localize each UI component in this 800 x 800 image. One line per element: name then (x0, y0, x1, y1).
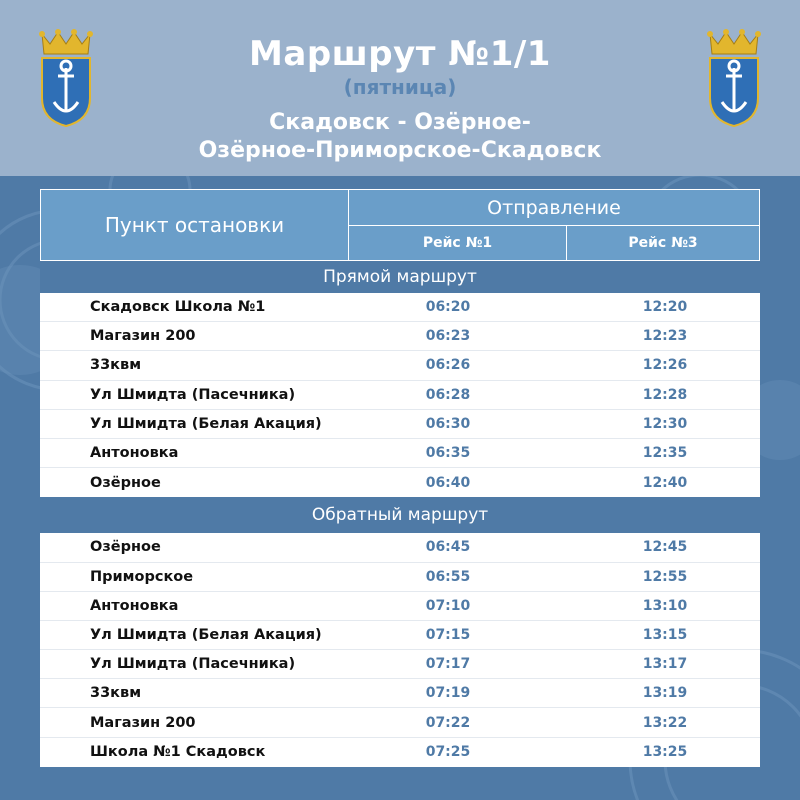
table-row (40, 410, 760, 439)
column-header-departure: Отправление (349, 190, 759, 226)
page-title: Маршрут №1/1 (249, 34, 551, 74)
table-row (40, 592, 760, 621)
trip-1-time: 06:30 (425, 415, 471, 432)
reverse-rows (40, 533, 760, 767)
column-header-trip-3: Рейс №3 (628, 235, 698, 251)
stop-name: 33квм (90, 357, 142, 374)
table-row (40, 439, 760, 468)
table-row (40, 293, 760, 322)
stop-name: Озёрное (90, 474, 161, 491)
table-header (40, 189, 760, 261)
stop-name: Скадовск Школа №1 (90, 299, 266, 316)
stop-name: Школа №1 Скадовск (90, 744, 266, 761)
trip-1-time: 06:40 (425, 474, 471, 491)
trip-1-time: 06:23 (425, 328, 471, 345)
trip-1-time: 07:22 (425, 714, 471, 731)
stop-name: Ул Шмидта (Белая Акация) (90, 415, 322, 432)
column-header-trip-1: Рейс №1 (349, 226, 567, 260)
table-row (40, 468, 760, 497)
stop-name: Приморское (90, 568, 194, 585)
table-row (40, 708, 760, 737)
trip-3-time: 13:17 (642, 656, 688, 673)
stop-name: Магазин 200 (90, 328, 196, 345)
column-header-stop: Пункт остановки (41, 190, 349, 260)
stop-name: Антоновка (90, 597, 179, 614)
table-row (40, 381, 760, 410)
trip-3-time: 12:20 (642, 299, 688, 316)
stop-name: Ул Шмидта (Пасечника) (90, 386, 296, 403)
trip-3-time: 13:15 (642, 626, 688, 643)
route-name-line-2: Озёрное-Приморское-Скадовск (198, 138, 602, 163)
stop-name: Озёрное (90, 539, 161, 556)
trip-1-time: 06:20 (425, 299, 471, 316)
section-header-reverse: Обратный маршрут (40, 497, 760, 533)
trip-1-time: 06:35 (425, 445, 471, 462)
trip-1-time: 06:45 (425, 539, 471, 556)
trip-1-time: 07:15 (425, 626, 471, 643)
trip-1-time: 07:17 (425, 656, 471, 673)
trip-3-time: 12:45 (642, 539, 688, 556)
stop-name: Ул Шмидта (Белая Акация) (90, 626, 322, 643)
table-row (40, 738, 760, 767)
trip-3-time: 13:22 (642, 714, 688, 731)
trip-3-time: 12:30 (642, 415, 688, 432)
stop-name: 33квм (90, 685, 142, 702)
table-row (40, 621, 760, 650)
table-row (40, 650, 760, 679)
trip-3-time: 12:55 (642, 568, 688, 585)
page-subtitle: (пятница) (343, 75, 457, 99)
trip-3-time: 12:40 (642, 474, 688, 491)
table-row (40, 322, 760, 351)
table-row (40, 351, 760, 380)
stop-name: Антоновка (90, 445, 179, 462)
trip-1-time: 06:55 (425, 568, 471, 585)
trip-1-time: 06:26 (425, 357, 471, 374)
trip-1-time: 07:10 (425, 597, 471, 614)
stop-name: Магазин 200 (90, 714, 196, 731)
trip-1-time: 07:25 (425, 744, 471, 761)
trip-3-time: 13:19 (642, 685, 688, 702)
table-row (40, 679, 760, 708)
trip-3-time: 12:35 (642, 445, 688, 462)
section-header-forward: Прямой маршрут (40, 261, 760, 293)
table-row (40, 533, 760, 562)
schedule-table (40, 189, 760, 767)
trip-3-time: 12:26 (642, 357, 688, 374)
trip-3-time: 13:10 (642, 597, 688, 614)
route-name-line-1: Скадовск - Озёрное- (269, 110, 531, 135)
trip-3-time: 13:25 (642, 744, 688, 761)
trip-1-time: 07:19 (425, 685, 471, 702)
forward-rows (40, 293, 760, 497)
stop-name: Ул Шмидта (Пасечника) (90, 656, 296, 673)
table-row (40, 563, 760, 592)
trip-3-time: 12:28 (642, 386, 688, 403)
trip-1-time: 06:28 (425, 386, 471, 403)
trip-3-time: 12:23 (642, 328, 688, 345)
